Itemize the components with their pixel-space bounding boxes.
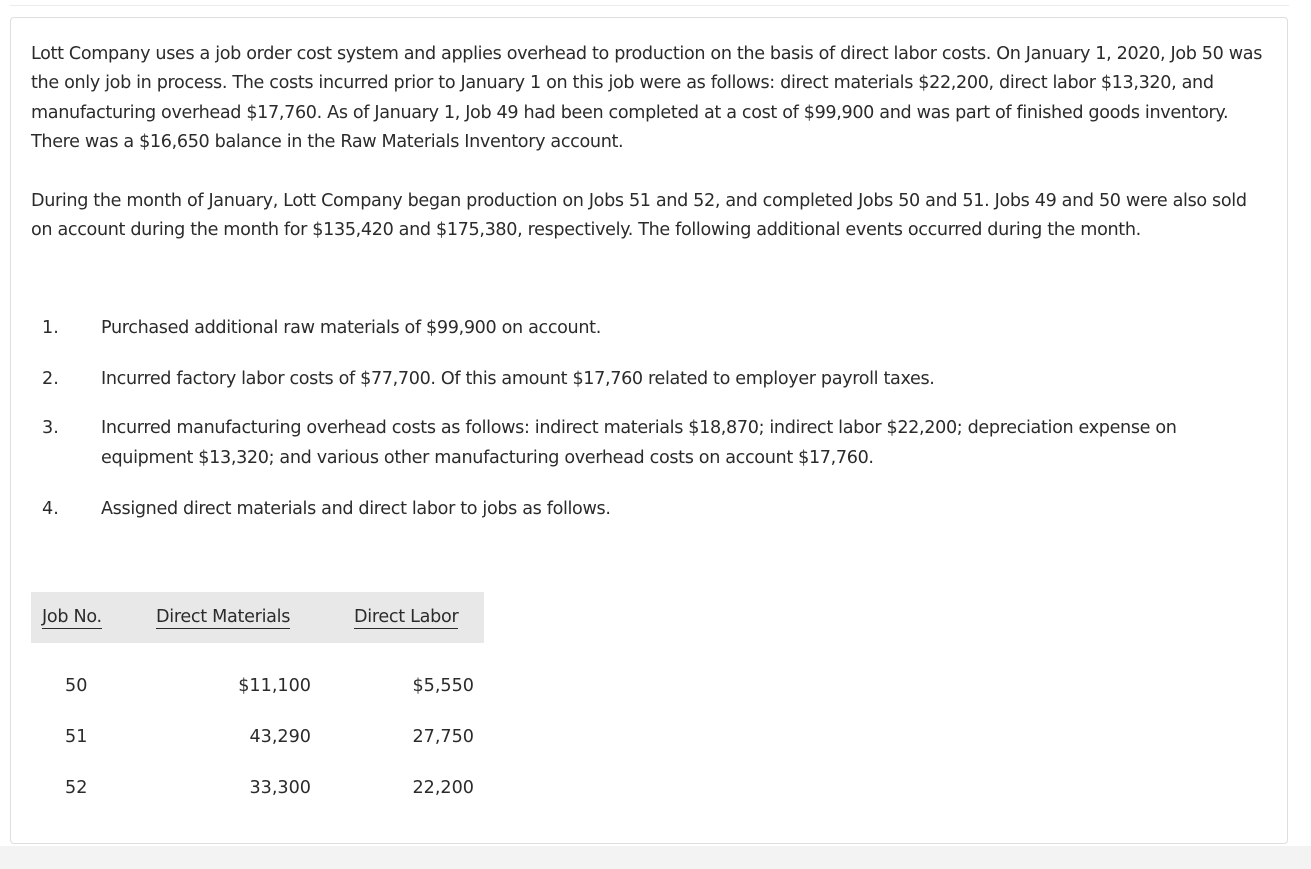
cell-direct-materials: $11,100	[238, 676, 311, 696]
event-number: 4.	[42, 499, 59, 519]
cell-direct-materials: 33,300	[249, 778, 311, 798]
cell-job-no: 51	[65, 727, 88, 747]
top-divider	[10, 5, 1289, 6]
cell-direct-labor: $5,550	[412, 676, 474, 696]
event-text: Purchased additional raw materials of $99,900 on account.	[101, 318, 601, 338]
table-header	[31, 592, 484, 643]
event-number: 1.	[42, 318, 59, 338]
cell-direct-materials: 43,290	[249, 727, 311, 747]
cell-job-no: 50	[65, 676, 88, 696]
cell-direct-labor: 27,750	[412, 727, 474, 747]
event-text: Incurred factory labor costs of $77,700. Of this amount $17,760 related to employer payroll taxes.	[101, 369, 935, 389]
january-paragraph: During the month of January, Lott Company began production on Jobs 51 and 52, and completed Jobs 50 and 51. Jobs 49 and 50 were also sold on account during the month for $135,420 and $175,380, respectively. The following additional events occurred during the month.	[31, 191, 1247, 241]
cell-job-no: 52	[65, 778, 88, 798]
event-text: Assigned direct materials and direct labor to jobs as follows.	[101, 499, 611, 519]
event-text: Incurred manufacturing overhead costs as follows: indirect materials $18,870; indirect labor $22,200; depreciation expense on equipment $13,320; and various other manufacturing overhead costs on account $17,760.	[101, 418, 1177, 468]
cell-direct-labor: 22,200	[412, 778, 474, 798]
event-number: 3.	[42, 418, 59, 438]
header-direct-labor: Direct Labor	[354, 607, 459, 627]
event-number: 2.	[42, 369, 59, 389]
problem-card	[10, 17, 1288, 844]
header-direct-materials: Direct Materials	[156, 607, 291, 627]
header-job-no: Job No.	[42, 607, 102, 627]
intro-paragraph: Lott Company uses a job order cost system and applies overhead to production on the basis of direct labor costs. On January 1, 2020, Job 50 was the only job in process. The costs incurred prior to January 1 on this job were as follows: direct materials $22,200, direct labor $13,320, and manufacturing overhead $17,760. As of January 1, Job 49 had been completed at a cost of $99,900 and was part of finished goods inventory. There was a $16,650 balance in the Raw Materials Inventory account.	[31, 44, 1263, 152]
bottom-strip	[0, 846, 1311, 869]
